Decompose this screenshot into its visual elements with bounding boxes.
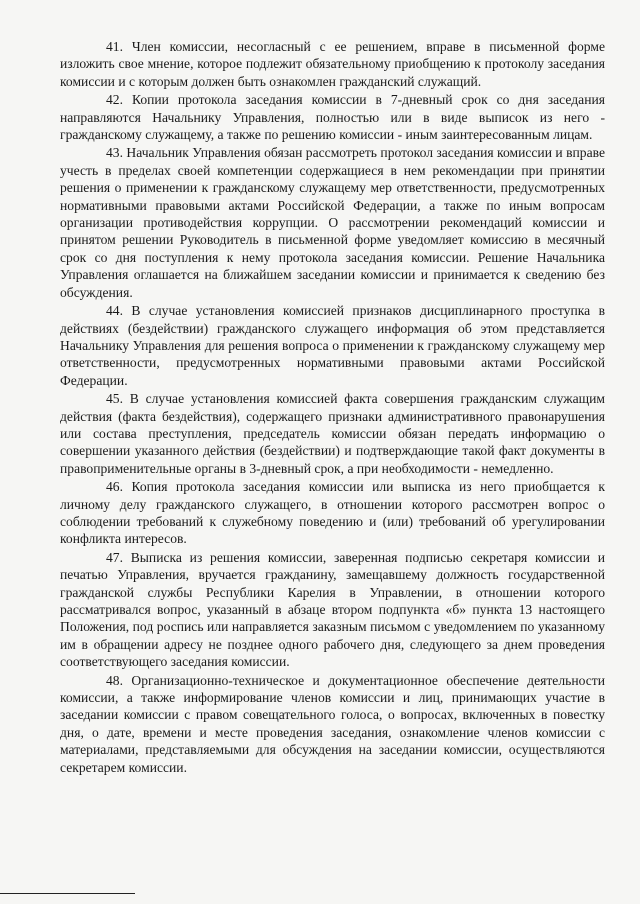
paragraph-45: 45. В случае установления комиссией факта совершения гражданским служащим действия (факта бездействия), содержащего признаки административного правонарушения или состава преступления, председатель комиссии обязан передать информацию о совершении указанного действия (бездействии) и подтверждающие такой факт документы в правоприменительные органы в 3-дневный срок, а при необходимости - немедленно. bbox=[60, 391, 605, 476]
paragraph-46: 46. Копия протокола заседания комиссии или выписка из него приобщается к личному делу гражданского служащего, в отношении которого рассмотрен вопрос о соблюдении требований к служебному поведению и (или) требований об урегулировании конфликта интересов. bbox=[60, 479, 605, 547]
paragraph-42: 42. Копии протокола заседания комиссии в 7-дневный срок со дня заседания направляются Начальнику Управления, полностью или в виде выписок из него - гражданскому служащему, а также по решению комиссии - иным заинтересованным лицам. bbox=[60, 92, 605, 143]
bottom-divider-line bbox=[0, 893, 135, 894]
document-body bbox=[60, 38, 605, 777]
paragraph-48: 48. Организационно-техническое и документационное обеспечение деятельности комиссии, а также информирование членов комиссии и лиц, принимающих участие в заседании комиссии с правом совещательного голоса, о вопросах, включенных в повестку дня, о дате, времени и месте проведения заседания, ознакомление членов комиссии с материалами, представляемыми для обсуждения на заседании комиссии, осуществляются секретарем комиссии. bbox=[60, 672, 605, 775]
paragraph-47: 47. Выписка из решения комиссии, заверенная подписью секретаря комиссии и печатью Управления, вручается гражданину, замещавшему должность государственной гражданской службы Республики Карелия в Управлении, в отношении которого рассматривался вопрос, указанный в абзаце втором подпункта «б» пункта 13 настоящего Положения, под роспись или направляется заказным письмом с уведомлением по указанному им в обращении адресу не позднее одного рабочего дня, следующего за днем проведения соответствующего заседания комиссии. bbox=[60, 549, 605, 670]
paragraph-44: 44. В случае установления комиссией признаков дисциплинарного проступка в действиях (бездействии) гражданского служащего информация об этом представляется Начальнику Управления для решения вопроса о применении к гражданскому служащему мер ответственности, предусмотренных нормативными правовыми актами Российской Федерации. bbox=[60, 303, 605, 388]
paragraph-41: 41. Член комиссии, несогласный с ее решением, вправе в письменной форме изложить свое мнение, которое подлежит обязательному приобщению к протоколу заседания комиссии и с которым должен быть ознакомлен гражданский служащий. bbox=[60, 39, 605, 89]
paragraph-43: 43. Начальник Управления обязан рассмотреть протокол заседания комиссии и вправе учесть в пределах своей компетенции содержащиеся в нем рекомендации при принятии решения о применении к гражданскому служащему мер ответственности, предусмотренных нормативными правовыми актами Российской Федерации, а также по иным вопросам организации противодействия коррупции. О рассмотрении рекомендаций комиссии и принятом решении Руководитель в письменной форме уведомляет комиссию в месячный срок со дня поступления к нему протокола заседания комиссии. Решение Начальника Управления оглашается на ближайшем заседании комиссии и принимается к сведению без обсуждения. bbox=[60, 145, 605, 300]
